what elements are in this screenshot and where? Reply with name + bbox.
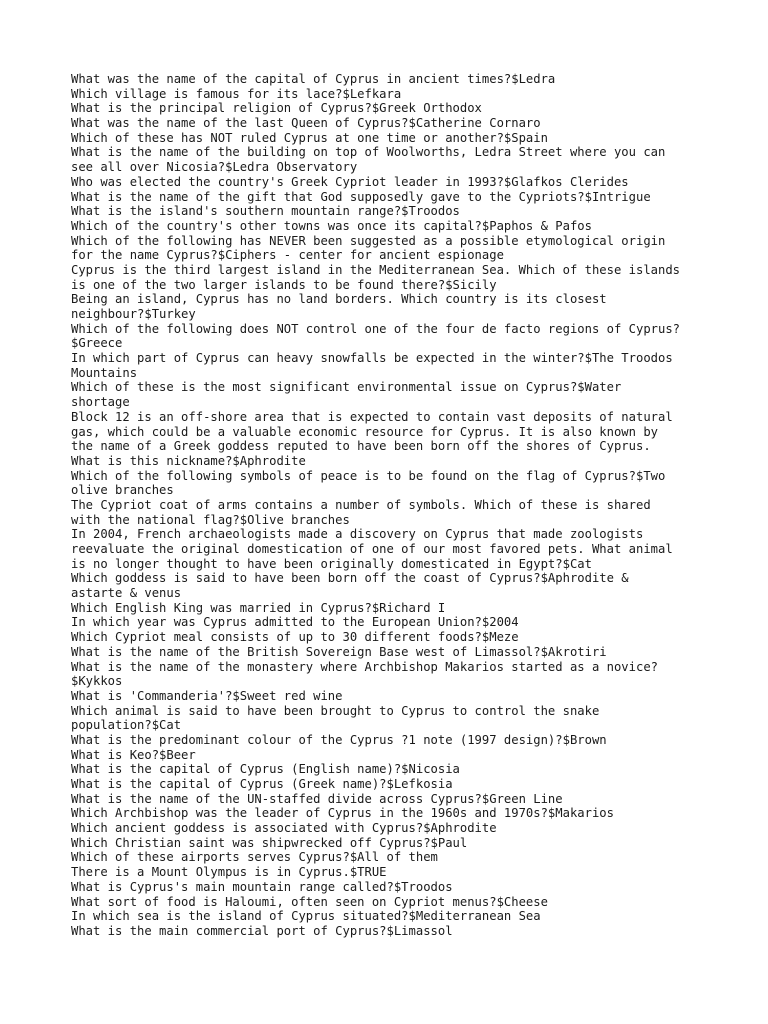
- text-line: What was the name of the last Queen of Cyprus?$Catherine Cornaro: [71, 116, 541, 131]
- text-line: There is a Mount Olympus is in Cyprus.$TRUE: [71, 865, 387, 880]
- text-line: In which year was Cyprus admitted to the European Union?$2004: [71, 615, 519, 630]
- text-line: Which of these is the most significant environmental issue on Cyprus?$Water: [71, 380, 622, 395]
- text-line: What sort of food is Haloumi, often seen on Cypriot menus?$Cheese: [71, 894, 548, 909]
- text-line: What is the capital of Cyprus (Greek name)?$Lefkosia: [71, 777, 453, 791]
- text-line: Which village is famous for its lace?$Lefkara: [71, 86, 402, 101]
- text-line: What is the name of the UN-staffed divide across Cyprus?$Green Line: [71, 791, 563, 806]
- text-line: Being an island, Cyprus has no land borders. Which country is its closest: [71, 292, 607, 307]
- text-line: Which of these has NOT ruled Cyprus at one time or another?$Spain: [71, 130, 548, 145]
- text-line: In which sea is the island of Cyprus situated?$Mediterranean Sea: [71, 909, 541, 924]
- text-line: olive branches: [71, 483, 174, 498]
- text-line: Cyprus is the third largest island in the Mediterranean Sea. Which of these islands: [71, 262, 681, 277]
- text-line: shortage: [71, 395, 130, 410]
- text-line: Which of the following does NOT control one of the four de facto regions of Cyprus?: [71, 321, 681, 336]
- text-line: Which ancient goddess is associated with Cyprus?$Aphrodite: [71, 821, 497, 836]
- text-line: gas, which could be a valuable economic resource for Cyprus. It is also known by: [71, 424, 658, 439]
- text-line: with the national flag?$Olive branches: [71, 512, 350, 527]
- text-line: for the name Cyprus?$Ciphers - center for ancient espionage: [71, 248, 504, 263]
- text-line: is one of the two larger islands to be found there?$Sicily: [71, 277, 497, 292]
- text-line: What is Cyprus's main mountain range called?$Troodos: [71, 879, 453, 894]
- text-line: Mountains: [71, 365, 138, 380]
- text-line: Which of the country's other towns was once its capital?$Paphos & Pafos: [71, 218, 592, 233]
- text-line: is no longer thought to have been originally domesticated in Egypt?$Cat: [71, 556, 592, 571]
- text-line: Which animal is said to have been brought to Cyprus to control the snake: [71, 703, 600, 718]
- text-line: What is the capital of Cyprus (English name)?$Nicosia: [71, 762, 460, 777]
- text-line: Which of the following symbols of peace is to be found on the flag of Cyprus?$Two: [71, 468, 666, 483]
- text-line: What is the name of the monastery where Archbishop Makarios started as a novice?: [71, 659, 658, 674]
- text-line: Which goddess is said to have been born off the coast of Cyprus?$Aphrodite &: [71, 571, 629, 586]
- document-page: [71, 72, 711, 939]
- text-line: the name of a Greek goddess reputed to have been born off the shores of Cyprus.: [71, 439, 651, 454]
- text-line: Which of these airports serves Cyprus?$All of them: [71, 850, 438, 865]
- text-line: What is the predominant colour of the Cyprus ?1 note (1997 design)?$Brown: [71, 732, 607, 747]
- text-line: What was the name of the capital of Cyprus in ancient times?$Ledra: [71, 72, 556, 86]
- text-line: Block 12 is an off-shore area that is expected to contain vast deposits of natural: [71, 409, 673, 424]
- text-line: see all over Nicosia?$Ledra Observatory: [71, 160, 358, 175]
- text-line: The Cypriot coat of arms contains a number of symbols. Which of these is shared: [71, 497, 651, 512]
- text-line: What is the name of the British Sovereign Base west of Limassol?$Akrotiri: [71, 644, 607, 659]
- text-line: Which Archbishop was the leader of Cyprus in the 1960s and 1970s?$Makarios: [71, 806, 614, 821]
- text-line: What is the name of the building on top of Woolworths, Ledra Street where you can: [71, 145, 666, 160]
- text-line: neighbour?$Turkey: [71, 307, 196, 321]
- text-line: What is the name of the gift that God supposedly gave to the Cypriots?$Intrigue: [71, 189, 651, 204]
- text-line: astarte & venus: [71, 586, 182, 601]
- text-line: What is this nickname?$Aphrodite: [71, 453, 306, 468]
- text-line: What is the main commercial port of Cyprus?$Limassol: [71, 923, 453, 938]
- text-line: $Kykkos: [71, 674, 123, 689]
- text-line: In 2004, French archaeologists made a discovery on Cyprus that made zoologists: [71, 527, 644, 542]
- text-line: What is the principal religion of Cyprus?$Greek Orthodox: [71, 101, 482, 116]
- text-line: Which of the following has NEVER been suggested as a possible etymological origin: [71, 233, 666, 248]
- text-line: Which English King was married in Cyprus?$Richard I: [71, 600, 446, 615]
- text-line: Which Cypriot meal consists of up to 30 different foods?$Meze: [71, 630, 519, 645]
- text-line: What is the island's southern mountain range?$Troodos: [71, 204, 460, 219]
- text-line: $Greece: [71, 336, 123, 351]
- text-line: In which part of Cyprus can heavy snowfalls be expected in the winter?$The Troodos: [71, 351, 673, 366]
- text-line: What is Keo?$Beer: [71, 747, 196, 762]
- text-line: reevaluate the original domestication of one of our most favored pets. What animal: [71, 542, 673, 556]
- text-line: Who was elected the country's Greek Cypriot leader in 1993?$Glafkos Clerides: [71, 174, 629, 189]
- text-line: What is 'Commanderia'?$Sweet red wine: [71, 688, 343, 703]
- text-line: Which Christian saint was shipwrecked off Cyprus?$Paul: [71, 835, 468, 850]
- text-line: population?$Cat: [71, 718, 182, 733]
